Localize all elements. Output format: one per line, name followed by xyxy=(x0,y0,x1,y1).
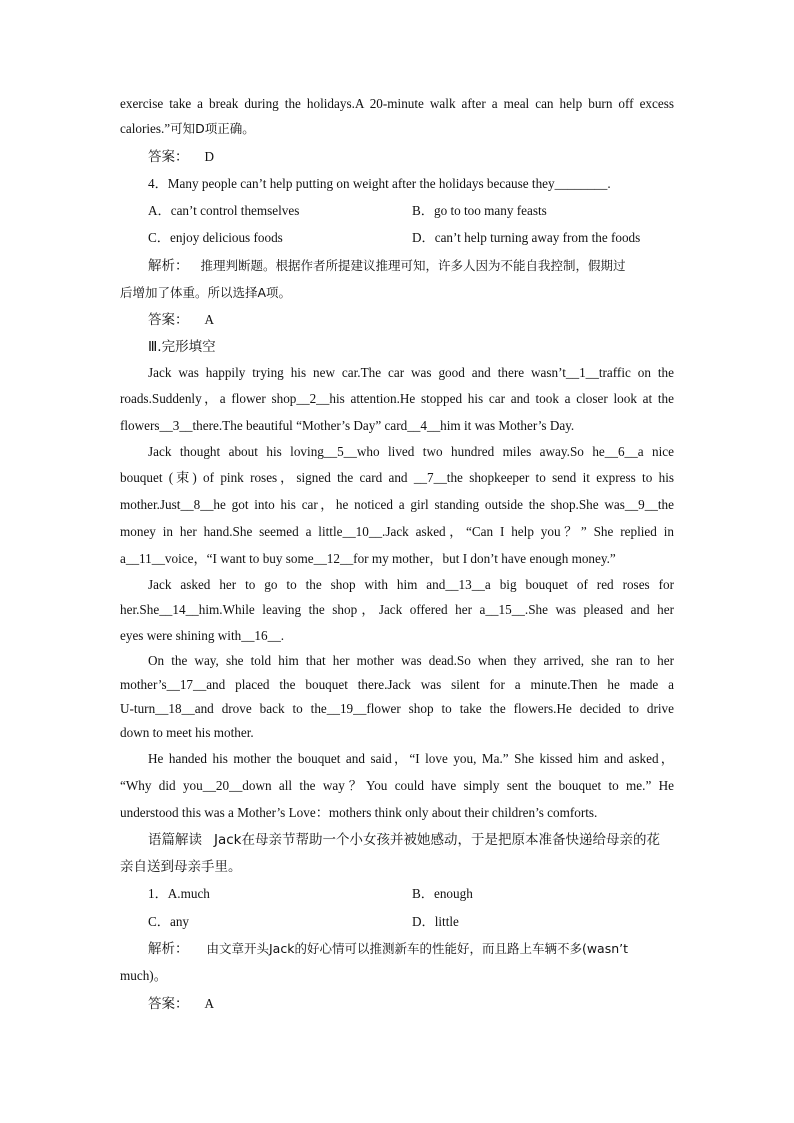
passage-line-7: money in her hand.She seemed a little__10__.Jack asked，“Can I help you？” She replied in xyxy=(120,524,674,539)
passage-line-8: a__11__voice，“I want to buy some__12__for my mother，but I don’t have enough money.” xyxy=(120,551,616,566)
q3-answer xyxy=(148,148,674,166)
passage-line-4: Jack thought about his loving__5__who lived two hundred miles away.So he__6__a nice xyxy=(148,444,674,459)
summary-label: 语篇解读 xyxy=(148,832,202,848)
passage-line-12: On the way, she told him that her mother was dead.So when they arrived, she ran to her xyxy=(148,653,674,668)
summary-text-2: 亲自送到母亲手里。 xyxy=(120,859,242,875)
q1-analysis xyxy=(148,940,674,958)
passage-line-6: mother.Just__8__he got into his car，he noticed a girl standing outside the shop.She was__9__the xyxy=(120,497,674,512)
passage-line-10: her.She__14__him.While leaving the shop，Jack offered her a__15__.She was pleased and her xyxy=(120,602,674,617)
q4-analysis xyxy=(148,257,674,275)
passage-line-3: flowers__3__there.The beautiful “Mother’s Day” card__4__him it was Mother’s Day. xyxy=(120,418,575,433)
q4-analysis-line-2 xyxy=(120,284,674,302)
summary-text-1: Jack在母亲节帮助一个小女孩并被她感动，于是把原本准备快递给母亲的花 xyxy=(214,832,660,848)
q1-answer-value: A xyxy=(204,996,215,1011)
passage-line-2: roads.Suddenly，a flower shop__2__his attention.He stopped his car and took a closer look at the xyxy=(120,391,674,406)
q1-answer-label: 答案： xyxy=(148,996,189,1012)
q1-analysis-text-2: much)。 xyxy=(120,968,167,983)
q1-option-c: C．any xyxy=(148,914,190,929)
q3-analysis-conclusion: 可知D项正确。 xyxy=(170,121,255,136)
q4-option-b: B．go to too many feasts xyxy=(412,203,547,218)
q3-analysis-quote-end: calories.” xyxy=(120,121,171,136)
q3-answer-label: 答案： xyxy=(148,149,189,165)
q1-analysis-line-2 xyxy=(120,967,674,985)
q1-answer xyxy=(148,995,674,1013)
summary-line-2 xyxy=(120,858,674,876)
q4-analysis-label: 解析： xyxy=(148,258,189,274)
passage-line-16: He handed his mother the bouquet and said，“I love you, Ma.” She kissed him and asked， xyxy=(148,751,674,766)
q4-answer-value: A xyxy=(204,312,215,327)
q1-analysis-label: 解析： xyxy=(148,941,189,957)
q1-option-a: 1．A.much xyxy=(148,886,210,901)
q3-answer-value: D xyxy=(204,149,215,164)
q4-option-a: A．can’t control themselves xyxy=(148,203,300,218)
q4-answer-label: 答案： xyxy=(148,312,189,328)
passage-line-9: Jack asked her to go to the shop with him and__13__a big bouquet of red roses for xyxy=(148,577,674,592)
section-title xyxy=(148,338,674,356)
section-title-text: Ⅲ.完形填空 xyxy=(148,339,216,355)
passage-line-1: Jack was happily trying his new car.The car was good and there wasn’t__1__traffic on the xyxy=(148,365,674,380)
passage-line-11: eyes were shining with__16__. xyxy=(120,628,285,643)
q3-analysis-line-2 xyxy=(120,120,674,138)
passage-line-17: “Why did you__20__down all the way？You could have simply sent the bouquet to me.” He xyxy=(120,778,674,793)
q4-analysis-text-2: 后增加了体重。所以选择A项。 xyxy=(120,285,292,300)
q4-analysis-text-1: 推理判断题。根据作者所提建议推理可知，许多人因为不能自我控制，假期过 xyxy=(200,258,626,273)
q1-option-d: D．little xyxy=(412,914,459,929)
passage-line-5: bouquet (束) of pink roses，signed the card and __7__the shopkeeper to send it express to his xyxy=(120,470,674,485)
q4-answer xyxy=(148,311,674,329)
q4-option-c: C．enjoy delicious foods xyxy=(148,230,283,245)
passage-line-15: down to meet his mother. xyxy=(120,725,254,740)
passage-line-18: understood this was a Mother’s Love：mothers think only about their children’s comforts. xyxy=(120,805,598,820)
q1-analysis-text-1: 由文章开头Jack的好心情可以推测新车的性能好，而且路上车辆不多(wasn’t xyxy=(206,941,629,956)
passage-line-14: U-turn__18__and drove back to the__19__flower shop to take the flowers.He decided to drive xyxy=(120,701,674,716)
summary xyxy=(148,831,674,849)
q4-option-d: D．can’t help turning away from the foods xyxy=(412,230,641,245)
passage-line-13: mother’s__17__and placed the bouquet there.Jack was silent for a minute.Then he made a xyxy=(120,677,674,692)
q1-option-b: B．enough xyxy=(412,886,473,901)
q3-analysis-line-1: exercise take a break during the holidays.A 20-minute walk after a meal can help burn off excess xyxy=(120,96,674,111)
q4-stem: 4．Many people can’t help putting on weight after the holidays because they________. xyxy=(148,176,611,191)
